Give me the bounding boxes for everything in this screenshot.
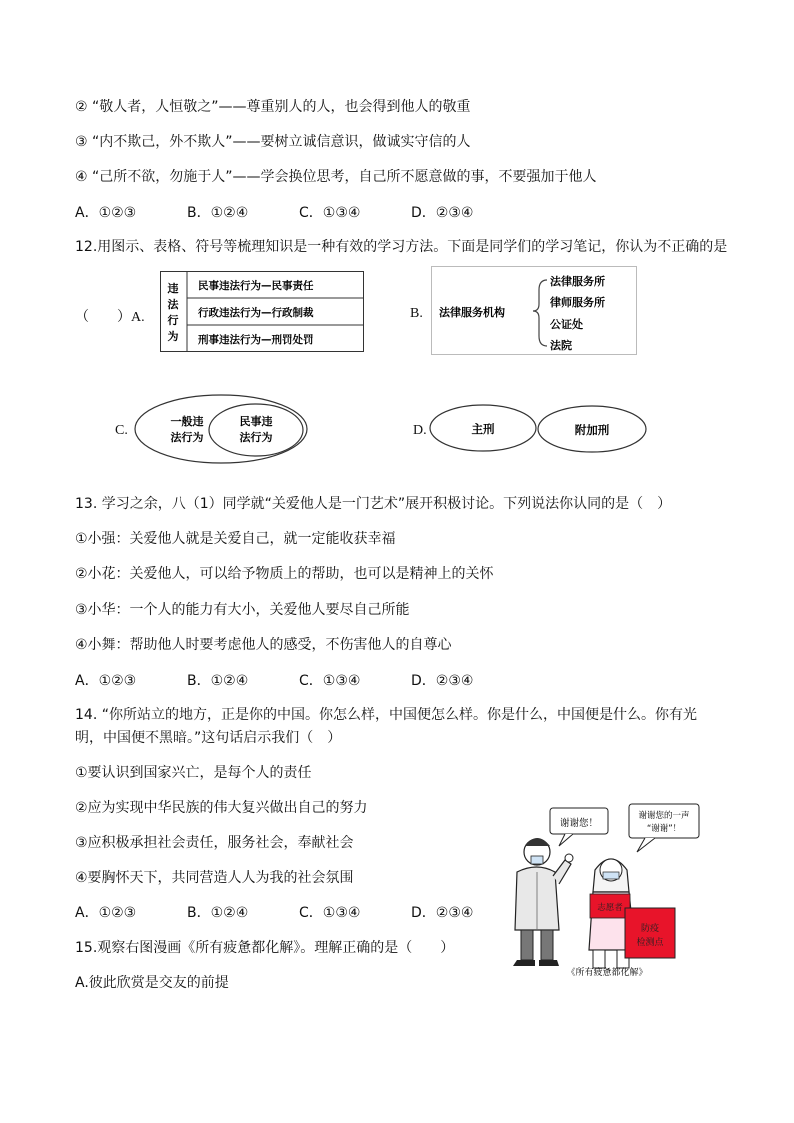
cartoon-caption: 《所有疲惫都化解》 [566, 968, 648, 978]
q11-option-b: B．①②④ [187, 205, 249, 221]
cartoon-sign-l1: 防疫 [640, 924, 660, 934]
q13-option-b: B．①②④ [187, 673, 249, 689]
q14-stem-line-2: 明，中国便不黑暗。”这句话启示我们（ ） [75, 730, 342, 746]
q12-a-side-char: 行 [167, 314, 179, 327]
q14-statement-2: ②应为实现中华民族的伟大复兴做出自己的努力 [75, 800, 368, 816]
q13-stem: 13. 学习之余，八（1）同学就“关爱他人是一门艺术”展开积极讨论。下列说法你认同的是（ ） [75, 496, 672, 512]
q13-statement-2: ②小花：关爱他人，可以给予物质上的帮助，也可以是精神上的关怀 [75, 566, 494, 582]
q12-c-outer-text: 法行为 [170, 431, 204, 444]
q11-option-c: C．①③④ [299, 205, 361, 221]
q12-a-side-char: 为 [167, 330, 179, 343]
q12-d-label: D. [413, 423, 427, 438]
q13-option-c: C．①③④ [299, 673, 361, 689]
q11-statement-2: ② “敬人者，人恒敬之”——尊重别人的人，也会得到他人的敬重 [75, 99, 471, 115]
q14-option-a: A．①②③ [75, 905, 137, 921]
q13-statement-4: ④小舞：帮助他人时要考虑他人的感受，不伤害他人的自尊心 [75, 637, 452, 653]
q15-option-a: A.彼此欣赏是交友的前提 [75, 975, 229, 991]
q12-stem: 12.用图示、表格、符号等梳理知识是一种有效的学习方法。下面是同学们的学习笔记，你认为不正确的是 [75, 239, 728, 255]
q12-a-side-char: 法 [167, 298, 179, 311]
q12-answer-paren: （ ）A. [75, 310, 145, 325]
q12-a-side-char: 违 [167, 282, 179, 295]
q14-option-d: D．②③④ [411, 905, 474, 921]
q13-statement-1: ①小强：关爱他人就是关爱自己，就一定能收获幸福 [75, 531, 396, 547]
q11-statement-3: ③ “内不欺己，外不欺人”——要树立诚信意识，做诚实守信的人 [75, 134, 471, 150]
q12-diagram-d [428, 403, 648, 455]
cartoon-illustration [495, 800, 705, 980]
q14-statement-4: ④要胸怀天下，共同营造人人为我的社会氛围 [75, 870, 354, 886]
q12-a-row-criminal: 刑事违法行为—刑罚处罚 [198, 334, 314, 346]
q11-option-a: A．①②③ [75, 205, 137, 221]
q11-statement-4: ④ “己所不欲，勿施于人”——学会换位思考，自己所不愿意做的事，不要强加于他人 [75, 169, 597, 185]
q12-b-label: B. [410, 306, 423, 321]
q14-option-c: C．①③④ [299, 905, 361, 921]
q12-b-head: 法律服务机构 [439, 306, 505, 319]
cartoon-bubble-thanks: 谢谢您！ [559, 818, 599, 829]
q12-b-item: 法院 [550, 339, 572, 352]
cartoon-bubble-reply-l2: “谢谢”！ [646, 824, 682, 834]
q12-c-label: C. [115, 423, 128, 438]
q14-statement-1: ①要认识到国家兴亡，是每个人的责任 [75, 765, 312, 781]
q13-statement-3: ③小华：一个人的能力有大小，关爱他人要尽自己所能 [75, 602, 410, 618]
cartoon-bubble-reply-l1: 谢谢您的一声 [638, 811, 690, 821]
q14-option-b: B．①②④ [187, 905, 249, 921]
q13-option-d: D．②③④ [411, 673, 474, 689]
q12-b-item: 律师服务所 [550, 296, 605, 309]
q12-b-item: 法律服务所 [550, 275, 605, 288]
cartoon-volunteer-badge: 志愿者 [597, 903, 623, 913]
q12-c-inner-text: 民事违 [239, 415, 273, 428]
q12-a-row-administrative: 行政违法行为—行政制裁 [198, 307, 314, 319]
q14-statement-3: ③应积极承担社会责任，服务社会，奉献社会 [75, 835, 354, 851]
q12-c-inner-text: 法行为 [239, 431, 273, 444]
q12-d-additional-penalty: 附加刑 [574, 423, 610, 437]
q14-options [75, 904, 473, 922]
q15-stem: 15.观察右图漫画《所有疲惫都化解》。理解正确的是（ ） [75, 940, 455, 956]
q12-b-item: 公证处 [550, 318, 583, 331]
q12-a-row-civil: 民事违法行为—民事责任 [198, 280, 314, 292]
q12-diagram-a [160, 271, 364, 353]
q11-option-d: D．②③④ [411, 205, 474, 221]
q12-diagram-c [133, 393, 309, 465]
q13-option-a: A．①②③ [75, 673, 137, 689]
q12-c-outer-text: 一般违 [170, 415, 204, 428]
q11-options [75, 204, 473, 222]
q13-options [75, 672, 473, 690]
q12-diagram-b [431, 266, 637, 356]
q14-stem-line-1: 14. “你所站立的地方，正是你的中国。你怎么样，中国便怎么样。你是什么，中国便是什么。你有光 [75, 707, 697, 723]
cartoon-sign-l2: 检测点 [636, 938, 664, 948]
q12-d-main-penalty: 主刑 [471, 422, 495, 436]
